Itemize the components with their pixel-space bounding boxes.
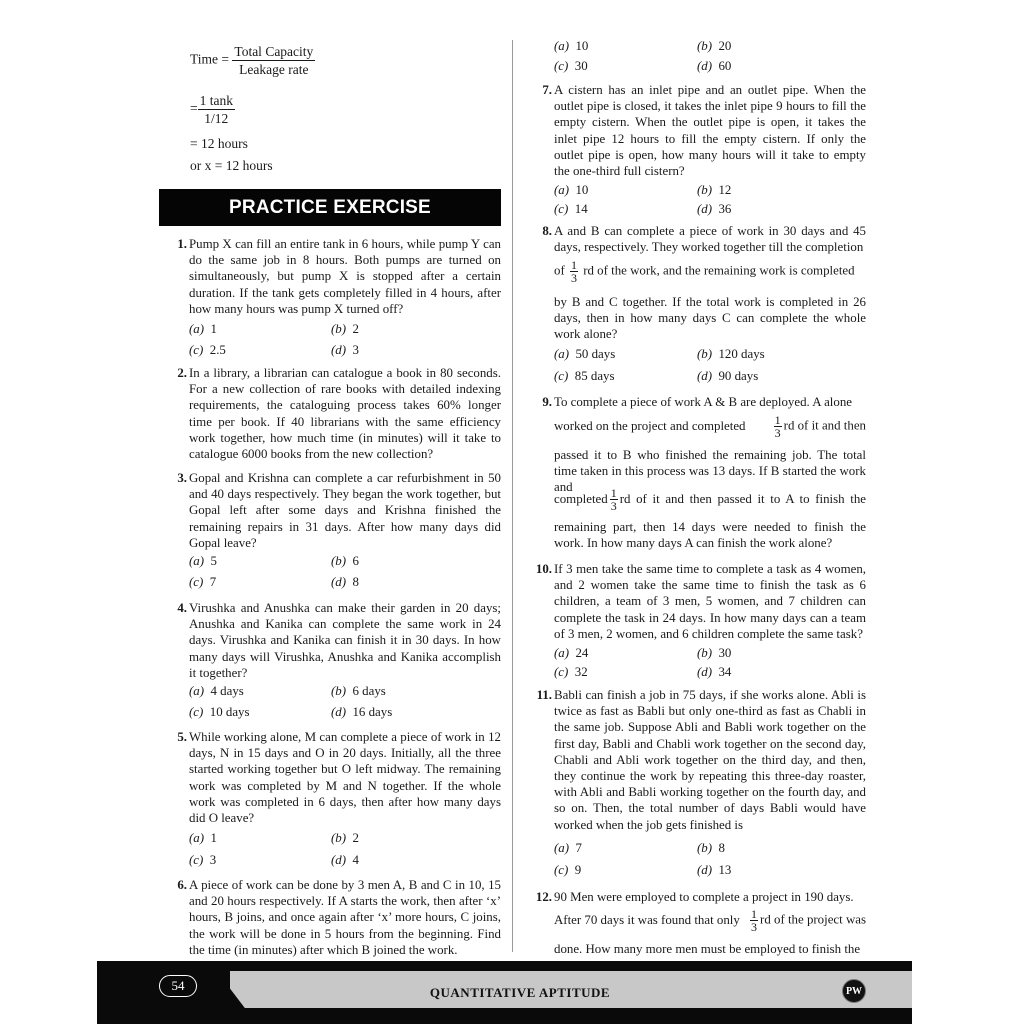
option-d[interactable]: (d) 8 bbox=[331, 575, 359, 589]
fraction-denominator: Leakage rate bbox=[239, 62, 309, 77]
option-b[interactable]: (b) 6 days bbox=[331, 684, 386, 698]
question-12-line3 bbox=[554, 941, 866, 957]
option-c[interactable]: (c) 14 bbox=[554, 202, 588, 216]
option-c[interactable]: (c) 3 bbox=[189, 853, 217, 867]
question-number: 10. bbox=[535, 562, 552, 576]
question-text: rd of the project was bbox=[760, 912, 866, 927]
option-b[interactable]: (b) 2 bbox=[331, 322, 359, 336]
option-a[interactable]: (a) 24 bbox=[554, 646, 589, 660]
option-d[interactable]: (d) 60 bbox=[697, 59, 732, 73]
question-number: 6. bbox=[177, 878, 187, 892]
option-b[interactable]: (b) 12 bbox=[697, 183, 732, 197]
question-text: by B and C together. If the total work is completed in 26 days, then in how many days C can complete the whole work alone? bbox=[554, 295, 866, 342]
question-number: 1. bbox=[177, 237, 187, 251]
time-equation bbox=[190, 43, 315, 78]
question-12-line2 bbox=[554, 908, 866, 933]
question-5 bbox=[177, 729, 501, 826]
question-8 bbox=[542, 223, 866, 255]
question-text: After 70 days it was found that only bbox=[554, 913, 740, 928]
question-text: of bbox=[554, 263, 565, 278]
question-text: Gopal and Krishna can complete a car refurbishment in 50 and 40 days respectively. They began the work together, but Gopal left after some days and Krishna finished the remaining repairs in 31 days. After how many days did Gopal leave? bbox=[189, 471, 501, 550]
option-d[interactable]: (d) 36 bbox=[697, 202, 732, 216]
question-text: A and B can complete a piece of work in 30 days and 45 days, respectively. They worked together till the completion bbox=[554, 224, 866, 255]
question-text: A cistern has an inlet pipe and an outlet pipe. When the outlet pipe is closed, it takes the inlet pipe 9 hours to fill the empty cistern. When the outlet pipe is open, it takes the inlet pipe 12 hours to fill the empty cistern. If only the outlet pipe is open, how many hours will it take to empty the one-third full cistern? bbox=[554, 83, 866, 179]
question-text: remaining part, then 14 days were needed to finish the work. In how many days A can finish the work alone? bbox=[554, 520, 866, 551]
one-third-fraction: $\frac{1}{3}$ bbox=[774, 413, 781, 440]
x-equation: or x = 12 hours bbox=[190, 158, 273, 173]
question-number: 9. bbox=[542, 395, 552, 409]
hours-equation: = 12 hours bbox=[190, 136, 248, 151]
equals-sign: = bbox=[190, 100, 198, 116]
option-b[interactable]: (b) 30 bbox=[697, 646, 732, 660]
question-text: If 3 men take the same time to complete a task as 4 women, and 2 women take the same time to finish the task as 6 children, a team of 3 men, 5 women, and 7 children can complete the task in 24 days. In how many days can a team of 3 men, 2 women, and 6 children complete the same task? bbox=[554, 562, 866, 641]
question-text: Babli can finish a job in 75 days, if she works alone. Abli is twice as fast as Babli but only one-third as fast as Chabli in the same job. Suppose Abli and Babli work together on the first day, Babli and Chabli work together on the second day, Chabli and Abli work together on the third day, and then, they continue the work by repeating this three-day roaster, with Abli and Babli working together on the fourth day, and so on. Then, the total number of days Babli would have worked when the job gets finished is bbox=[554, 688, 866, 832]
option-d[interactable]: (d) 34 bbox=[697, 665, 732, 679]
option-d[interactable]: (d) 13 bbox=[697, 863, 732, 877]
fraction-numerator: 1 tank bbox=[199, 93, 233, 108]
fraction-denominator: 1/12 bbox=[204, 111, 229, 126]
question-text: Pump X can fill an entire tank in 6 hours, while pump Y can do the same job in 8 hours. Both pumps are turned on simultaneously, but pump X is stopped after a certain duration. If the tank gets completely filled in 4 hours, after how many hours was pump X turned off? bbox=[189, 237, 501, 316]
column-divider bbox=[512, 40, 513, 952]
option-a[interactable]: (a) 5 bbox=[189, 554, 217, 568]
question-7 bbox=[542, 82, 866, 179]
fraction-numerator: Total Capacity bbox=[234, 44, 314, 59]
option-b[interactable]: (b) 20 bbox=[697, 39, 732, 53]
question-number: 7. bbox=[542, 83, 552, 97]
question-number: 3. bbox=[177, 471, 187, 485]
question-text: 90 Men were employed to complete a project in 190 days. bbox=[554, 890, 854, 904]
option-b[interactable]: (b) 8 bbox=[697, 841, 725, 855]
capacity-fraction bbox=[232, 43, 315, 78]
question-text: A piece of work can be done by 3 men A, B and C in 10, 15 and 20 hours respectively. If A starts the work, then after ‘x’ hours, B joins, and once again after ‘x’ more hours, C joins, the work will be done in 5 hours from the beginning. Find the time (in minutes) after which B joined the work. bbox=[189, 878, 501, 957]
option-d[interactable]: (d) 3 bbox=[331, 343, 359, 357]
option-a[interactable]: (a) 50 days bbox=[554, 347, 616, 361]
question-8-fraction-line bbox=[554, 259, 866, 284]
question-text: rd of it and then passed it to A to finish the bbox=[619, 492, 866, 507]
question-11 bbox=[536, 687, 866, 833]
question-number: 2. bbox=[177, 366, 187, 380]
question-1 bbox=[177, 236, 501, 317]
question-9-line2 bbox=[554, 414, 866, 439]
option-b[interactable]: (b) 120 days bbox=[697, 347, 765, 361]
option-c[interactable]: (c) 7 bbox=[189, 575, 217, 589]
question-9-end bbox=[554, 519, 866, 551]
option-c[interactable]: (c) 30 bbox=[554, 59, 588, 73]
one-third-fraction: $\frac{1}{3}$ bbox=[751, 907, 758, 934]
question-text: completed bbox=[554, 492, 608, 507]
option-a[interactable]: (a) 10 bbox=[554, 39, 589, 53]
tank-fraction bbox=[198, 92, 235, 127]
option-a[interactable]: (a) 1 bbox=[189, 831, 217, 845]
question-6 bbox=[177, 877, 501, 958]
option-c[interactable]: (c) 10 days bbox=[189, 705, 250, 719]
question-text: rd of the work, and the remaining work is completed bbox=[583, 263, 855, 278]
option-a[interactable]: (a) 4 days bbox=[189, 684, 244, 698]
question-text: done. How many more men must be employed to finish the bbox=[554, 942, 861, 956]
question-text: rd of it and then bbox=[783, 418, 866, 433]
option-a[interactable]: (a) 7 bbox=[554, 841, 582, 855]
question-number: 4. bbox=[177, 601, 187, 615]
tank-equation bbox=[190, 92, 235, 127]
option-c[interactable]: (c) 9 bbox=[554, 863, 582, 877]
question-text: While working alone, M can complete a piece of work in 12 days, N in 15 days and O in 20 days. Initially, all the three started working together but O left midway. The remaining work was completed by M and N together. If the whole work was completed in 6 days, then after how many days did O leave? bbox=[189, 730, 501, 826]
option-c[interactable]: (c) 32 bbox=[554, 665, 588, 679]
question-number: 12. bbox=[535, 890, 552, 904]
question-number: 8. bbox=[542, 224, 552, 238]
practice-exercise-banner: PRACTICE EXERCISE bbox=[159, 189, 501, 226]
question-text: passed it to B who finished the remaining job. The total time taken in this process was 13 days. If B started the work and bbox=[554, 448, 866, 495]
question-9-line5 bbox=[554, 487, 866, 512]
question-2 bbox=[177, 365, 501, 462]
question-text: worked on the project and completed bbox=[554, 419, 746, 434]
one-third-fraction: $\frac{1}{3}$ bbox=[570, 258, 577, 285]
option-b[interactable]: (b) 6 bbox=[331, 554, 359, 568]
option-b[interactable]: (b) 2 bbox=[331, 831, 359, 845]
question-8-cont bbox=[554, 294, 866, 343]
question-text: In a library, a librarian can catalogue a book in 80 seconds. For a new collection of rare books with detailed indexing requirements, the cataloguing process takes 60% longer time per book. If 40 librarians with the same efficiency work together, how much time (in minutes) will it take to catalogue 6000 books from the new collection? bbox=[189, 366, 501, 462]
question-12 bbox=[535, 889, 866, 905]
page-number: 54 bbox=[159, 975, 197, 997]
question-4 bbox=[177, 600, 501, 681]
question-number: 5. bbox=[177, 730, 187, 744]
question-number: 11. bbox=[536, 688, 552, 702]
time-label: Time = bbox=[190, 51, 230, 67]
option-c[interactable]: (c) 85 days bbox=[554, 369, 615, 383]
footer-title: QUANTITATIVE APTITUDE bbox=[429, 985, 611, 1000]
question-9 bbox=[542, 394, 866, 410]
option-c[interactable]: (c) 2.5 bbox=[189, 343, 226, 357]
option-d[interactable]: (d) 4 bbox=[331, 853, 359, 867]
question-text: To complete a piece of work A & B are deployed. A alone bbox=[554, 395, 852, 409]
option-a[interactable]: (a) 10 bbox=[554, 183, 589, 197]
one-third-fraction: 1 3 bbox=[610, 486, 617, 513]
pw-logo-icon: PW bbox=[842, 979, 866, 1003]
question-text: Virushka and Anushka can make their garden in 20 days; Anushka and Kanika can complete the same work in 24 days. Virushka and Kanika can finish it in 30 days. In how many days will Virushka, Anushka and Kanika accomplish it together? bbox=[189, 601, 501, 680]
question-10 bbox=[535, 561, 866, 642]
option-d[interactable]: (d) 90 days bbox=[697, 369, 759, 383]
option-d[interactable]: (d) 16 days bbox=[331, 705, 393, 719]
option-a[interactable]: (a) 1 bbox=[189, 322, 217, 336]
question-3 bbox=[177, 470, 501, 551]
